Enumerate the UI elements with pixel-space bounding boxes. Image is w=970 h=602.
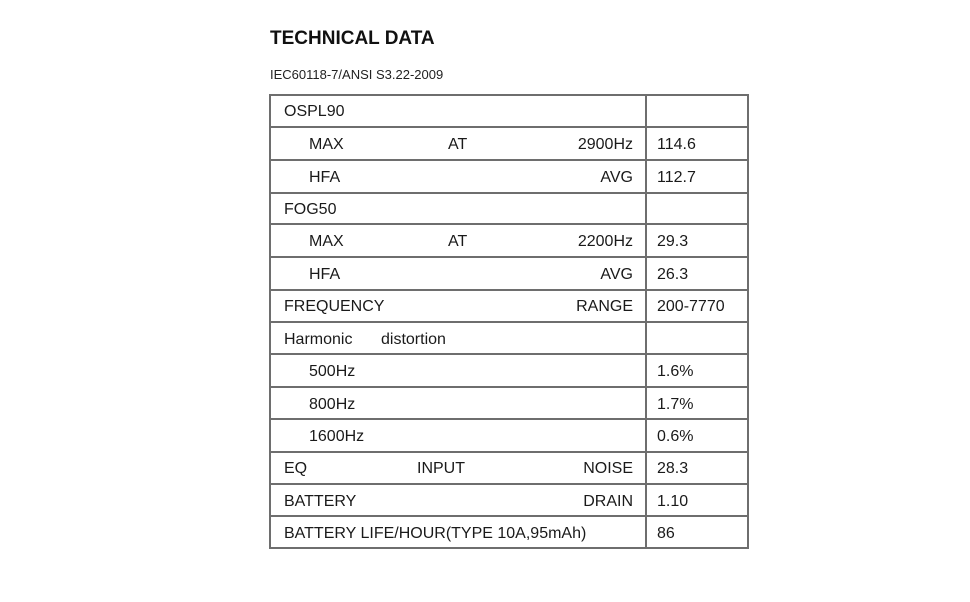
row-value: 26.3 xyxy=(657,266,689,283)
technical-data-table xyxy=(269,94,749,549)
row-label: FOG50 xyxy=(284,201,337,218)
row-divider xyxy=(271,483,747,485)
row-value: 28.3 xyxy=(657,460,689,477)
row-value: 1.6% xyxy=(657,363,694,380)
standard-subtitle: IEC60118-7/ANSI S3.22-2009 xyxy=(270,67,444,82)
row-divider xyxy=(271,515,747,517)
row-right: RANGE xyxy=(576,298,633,315)
row-divider xyxy=(271,353,747,355)
row-label: HFA xyxy=(309,169,341,186)
row-value: 86 xyxy=(657,525,675,542)
row-label: Harmonic xyxy=(284,331,353,348)
row-value: 1.10 xyxy=(657,493,689,510)
row-mid: distortion xyxy=(381,331,446,348)
row-label: 500Hz xyxy=(309,363,356,380)
row-value: 112.7 xyxy=(657,169,696,186)
row-divider xyxy=(271,451,747,453)
row-label: FREQUENCY xyxy=(284,298,385,315)
row-mid: AT xyxy=(448,136,468,153)
row-divider xyxy=(271,256,747,258)
row-value: 114.6 xyxy=(657,136,696,153)
row-mid: INPUT xyxy=(417,460,465,477)
row-label: MAX xyxy=(309,136,344,153)
row-label: OSPL90 xyxy=(284,103,345,120)
row-divider xyxy=(271,192,747,194)
row-value: 200-7770 xyxy=(657,298,725,315)
row-divider xyxy=(271,223,747,225)
row-divider xyxy=(271,159,747,161)
row-divider xyxy=(271,126,747,128)
row-right: AVG xyxy=(600,266,633,283)
row-divider xyxy=(271,321,747,323)
row-divider xyxy=(271,289,747,291)
row-label: HFA xyxy=(309,266,341,283)
page-title: TECHNICAL DATA xyxy=(270,28,435,49)
row-divider xyxy=(271,418,747,420)
row-value: 0.6% xyxy=(657,428,694,445)
row-label: 1600Hz xyxy=(309,428,365,445)
row-right: DRAIN xyxy=(583,493,633,510)
row-right: 2900Hz xyxy=(577,136,633,153)
row-label: BATTERY xyxy=(284,493,357,510)
row-right: 2200Hz xyxy=(577,233,633,250)
row-value: 29.3 xyxy=(657,233,689,250)
row-label: EQ xyxy=(284,460,308,477)
row-label: 800Hz xyxy=(309,396,356,413)
row-divider xyxy=(271,386,747,388)
row-right: NOISE xyxy=(583,460,633,477)
row-label: BATTERY LIFE/HOUR(TYPE 10A,95mAh) xyxy=(284,525,587,542)
row-value: 1.7% xyxy=(657,396,694,413)
row-label: MAX xyxy=(309,233,344,250)
row-mid: AT xyxy=(448,233,468,250)
row-right: AVG xyxy=(600,169,633,186)
